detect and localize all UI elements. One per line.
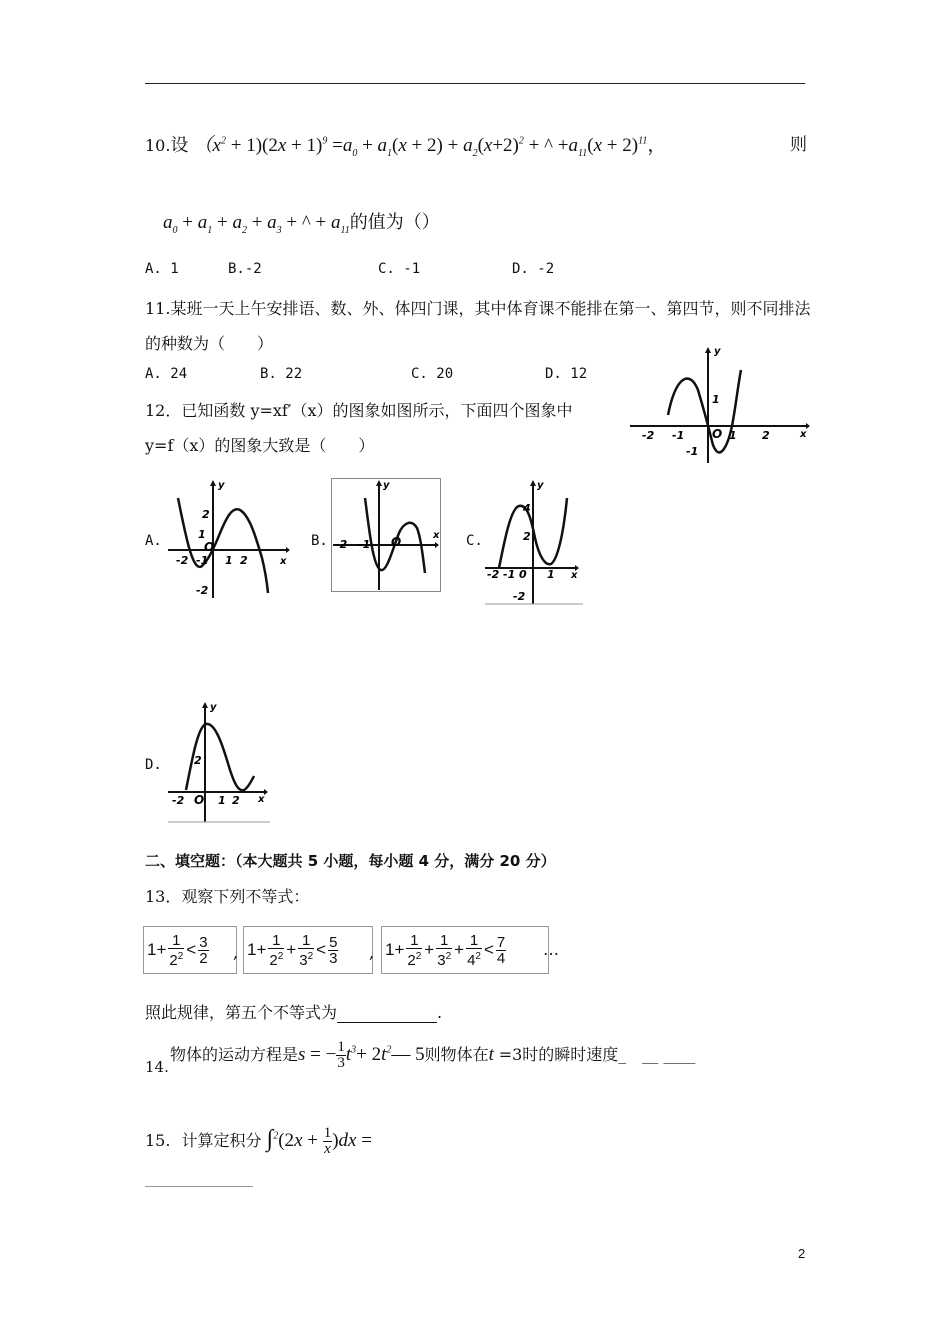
origin-label: O: [712, 427, 723, 441]
q12-option-a-label[interactable]: A.: [145, 533, 162, 549]
comma-1: ,: [233, 943, 239, 962]
q12-option-d-graph[interactable]: [168, 700, 270, 824]
q12-line1: 12．已知函数 y=xf′（x）的图象如图所示，下面四个图象中: [145, 401, 573, 420]
svg-text:1: 1: [547, 568, 555, 581]
q11-option-c[interactable]: C. 20: [411, 366, 454, 382]
inequality-3: 1+ $\frac{1}{2^2}$ + $\frac{1}{3^2}$ + $\frac{1}{4^2}$ < $\frac{7}{4}$: [381, 926, 549, 974]
svg-text:2: 2: [232, 794, 240, 807]
q10-suffix: 则: [790, 135, 807, 155]
q13-end: .: [437, 1003, 443, 1022]
tick-1: 1: [729, 429, 737, 442]
ellipsis: …: [543, 940, 559, 959]
q10-question-tail: 的值为（）: [349, 212, 440, 233]
svg-text:1: 1: [218, 794, 226, 807]
q12-option-d-label[interactable]: D.: [145, 757, 162, 773]
q13-tail-text: 照此规律，第五个不等式为: [145, 1003, 338, 1022]
q11-option-a[interactable]: A. 24: [145, 366, 188, 382]
svg-text:y: y: [210, 702, 217, 713]
svg-text:2: 2: [194, 754, 202, 767]
q12-option-b-graph[interactable]: [331, 478, 441, 592]
q15-text: 计算定积分: [181, 1131, 262, 1150]
q10-prefix: 设: [170, 135, 189, 156]
y-label: y: [714, 346, 721, 357]
q11-option-d[interactable]: D. 12: [545, 366, 588, 382]
svg-text:y: y: [537, 480, 544, 491]
q10-option-c[interactable]: C. -1: [378, 261, 421, 277]
q10-option-a[interactable]: A. 1: [145, 261, 179, 277]
svg-text:O: O: [204, 540, 215, 554]
q14-text-c: =3时的瞬时速度: [498, 1044, 619, 1064]
header-rule: [145, 83, 805, 84]
q11-line1: 11.某班一天上午安排语、数、外、体四门课，其中体育课不能排在第一、第四节，则不同排法: [145, 299, 811, 318]
q12-option-a-graph[interactable]: [168, 478, 290, 600]
svg-text:-2: -2: [487, 568, 500, 581]
q12-option-c-label[interactable]: C.: [466, 533, 483, 549]
svg-text:-2: -2: [513, 590, 526, 603]
q10-sum-expression: $a_0 + a_1 + a_2 + a_3$ + ^ + $a_{11}$: [163, 212, 350, 236]
q15-integral: ∫$^2$(2x + $\frac{1}{x}$ )dx =: [266, 1125, 372, 1158]
svg-text:-2: -2: [172, 794, 185, 807]
svg-text:-2: -2: [335, 538, 348, 551]
svg-text:2: 2: [523, 530, 531, 543]
svg-text:y: y: [218, 480, 225, 491]
svg-text:-1: -1: [503, 568, 516, 581]
given-graph-xfprime: [628, 345, 810, 467]
q13-tail: [145, 1000, 442, 1023]
tick-y1: 1: [712, 393, 720, 406]
q11-line2: 的种数为（ ）: [145, 334, 274, 353]
svg-text:1: 1: [198, 528, 206, 541]
svg-text:2: 2: [202, 508, 210, 521]
x-label: x: [800, 429, 807, 440]
svg-text:O: O: [194, 793, 205, 807]
tick-neg1: -1: [672, 429, 685, 442]
q14-t-var: t: [488, 1043, 499, 1065]
inequality-2: 1+ $\frac{1}{2^2}$ + $\frac{1}{3^2}$ < $\frac{5}{3}$: [243, 926, 373, 974]
q14-equation: s = − $\frac{1}{3}$ $t^3+$ $2t^2—$ 5: [298, 1039, 425, 1071]
q10-equation: $(x^2 + 1)(2x + 1)^9 =a_0 + a_1(x + 2) + a_2(x+2)^2$ + ^ $+a_{11}(x + 2)^{11}$，: [193, 135, 667, 159]
q14-line: [170, 1040, 695, 1071]
q14-text-b: 则物体在: [424, 1044, 489, 1064]
q15-answer-blank[interactable]: [145, 1186, 253, 1187]
q14-answer-blank[interactable]: _ __ ____: [618, 1044, 696, 1064]
section-2-title: 二、填空题：（本大题共 5 小题，每小题 4 分，满分 20 分）: [145, 852, 556, 870]
svg-text:4: 4: [523, 502, 531, 515]
q15-line: [145, 1126, 372, 1157]
q13-title: 13．观察下列不等式：: [145, 887, 310, 906]
svg-text:x: x: [433, 530, 440, 541]
q12-option-c-graph[interactable]: [485, 478, 583, 606]
svg-text:-2: -2: [196, 584, 209, 597]
q12-option-b-label[interactable]: B.: [311, 533, 328, 549]
inequality-1: 1+ $\frac{1}{2^2}$ < $\frac{3}{2}$: [143, 926, 237, 974]
q10-line2: [163, 208, 440, 236]
comma-2: ,: [369, 943, 375, 962]
q10-option-b[interactable]: B.-2: [228, 261, 262, 277]
svg-text:2: 2: [240, 554, 248, 567]
q10-number: 10.: [145, 136, 171, 155]
svg-text:O: O: [391, 535, 402, 549]
q10-option-d[interactable]: D. -2: [512, 261, 555, 277]
svg-text:x: x: [571, 570, 578, 581]
q10-line1: [145, 130, 666, 159]
q14-text-a: 物体的运动方程是: [170, 1044, 299, 1064]
q11-option-b[interactable]: B. 22: [260, 366, 303, 382]
q13-answer-blank[interactable]: [337, 1008, 437, 1023]
tick-yneg1: -1: [686, 445, 699, 458]
svg-text:x: x: [258, 794, 265, 805]
q12-line2: y=f（x）的图象大致是（ ）: [145, 436, 375, 455]
svg-text:1: 1: [225, 554, 233, 567]
svg-text:y: y: [383, 480, 390, 491]
q15-number: 15.: [145, 1131, 171, 1150]
svg-text:-1: -1: [358, 538, 371, 551]
tick-2: 2: [762, 429, 770, 442]
svg-text:0: 0: [519, 568, 527, 581]
svg-text:-2: -2: [176, 554, 189, 567]
page-number: 2: [798, 1246, 806, 1261]
svg-text:x: x: [280, 556, 287, 567]
tick-neg2: -2: [642, 429, 655, 442]
svg-text:-1: -1: [196, 554, 209, 567]
q14-number: 14.: [145, 1058, 169, 1076]
